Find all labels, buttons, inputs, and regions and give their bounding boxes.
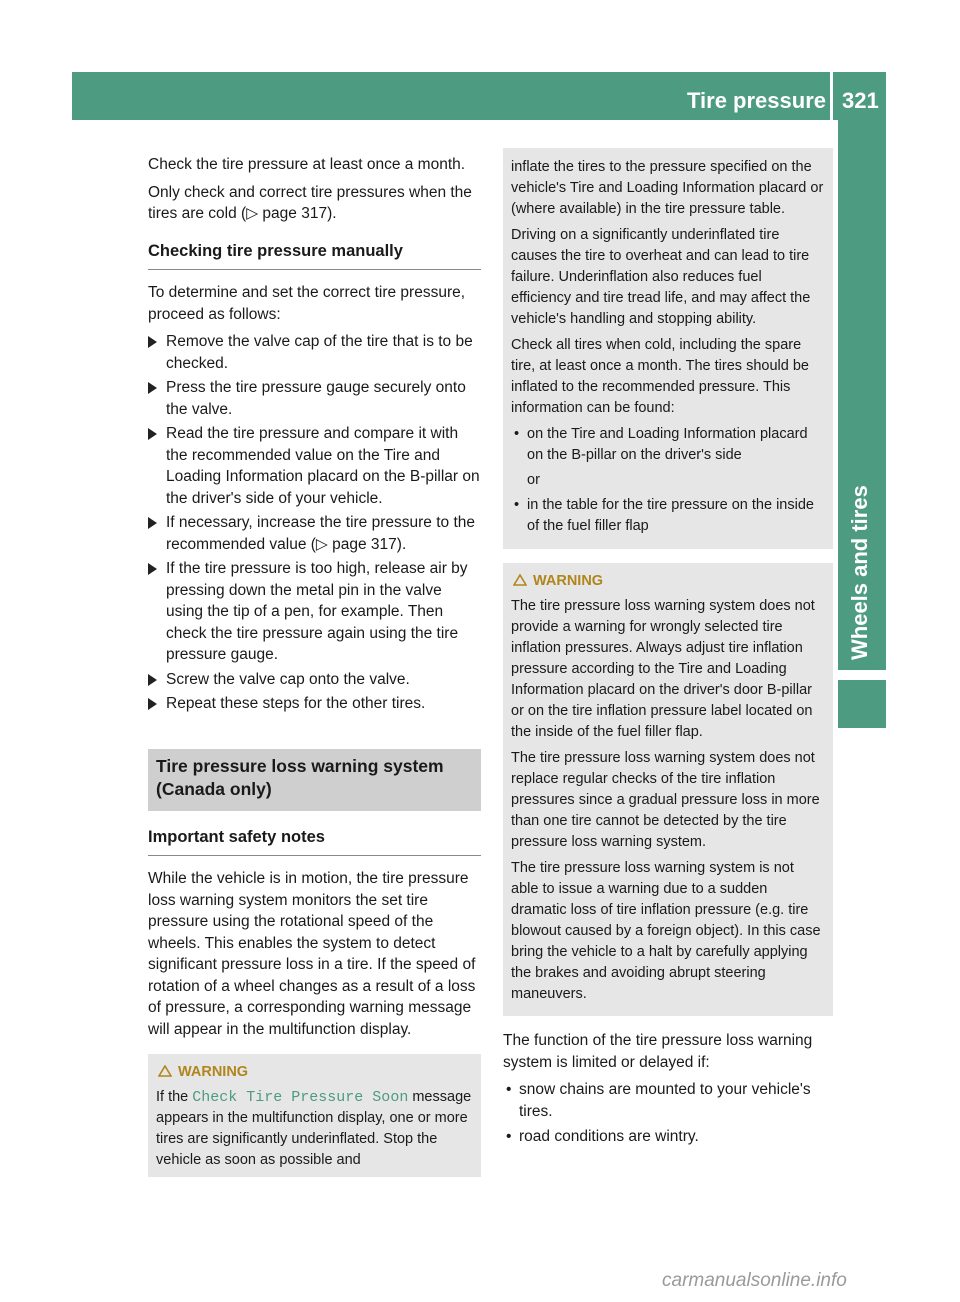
warning2-text-2: The tire pressure loss warning system does not replace regular checks of the tire inflation pressures since a gradual pressure loss in more than one tire cannot be detected by the tire pressure loss warning system. xyxy=(511,750,820,850)
section-heading-safety: Important safety notes xyxy=(148,827,481,857)
continued-text-2: Driving on a significantly underinflated tire causes the tire to overheat and can lead to tire failure. Underinflation also reduces fuel efficiency and tire tread life, and may affect the vehicle's handling and stopping ability. xyxy=(511,227,811,327)
step-text: Read the tire pressure and compare it with the recommended value on the Tire and Loading Information placard on the B-pillar on the driver's side of your vehicle. xyxy=(166,425,480,507)
warning-box xyxy=(148,1054,481,1177)
page-title: Tire pressure xyxy=(686,88,826,113)
step-item xyxy=(148,423,481,509)
list-item xyxy=(503,1079,833,1122)
list-item-text: snow chains are mounted to your vehicle's tires. xyxy=(519,1081,811,1120)
intro-text-2: Only check and correct tire pressures when the tires are cold (▷ page 317). xyxy=(148,183,472,222)
list-item xyxy=(503,1126,833,1148)
step-arrow-icon xyxy=(148,428,157,440)
bullet-icon: • xyxy=(506,1128,512,1145)
step-text: Screw the valve cap onto the valve. xyxy=(166,670,410,688)
list-item-text: on the Tire and Loading Information placard on the B-pillar on the driver's side xyxy=(527,426,808,463)
system-heading: Tire pressure loss warning system (Canada only) xyxy=(148,749,481,811)
or-text: or xyxy=(527,472,540,488)
step-text: If the tire pressure is too high, release air by pressing down the metal pin in the valve using the tip of a pen, for example. Then check the tire pressure again using the tire pressure gauge. xyxy=(166,560,468,663)
warning-title-text: WARNING xyxy=(178,1064,249,1080)
bullet-icon: • xyxy=(506,1081,512,1098)
bullet-icon: • xyxy=(514,426,520,442)
chapter-tab-label: Wheels and tires xyxy=(847,485,872,660)
step-text: If necessary, increase the tire pressure to the recommended value (▷ page 317). xyxy=(166,514,476,553)
left-column xyxy=(148,154,481,1177)
page-number: 321 xyxy=(842,88,879,113)
step-arrow-icon xyxy=(148,336,157,348)
section-heading-manual: Checking tire pressure manually xyxy=(148,241,481,271)
warning-box-2 xyxy=(503,563,833,1016)
right-column xyxy=(503,148,833,1152)
step-text: Repeat these steps for the other tires. xyxy=(166,695,426,712)
list-item-text: road conditions are wintry. xyxy=(519,1128,699,1145)
limited-intro: The function of the tire pressure loss warning system is limited or delayed if: xyxy=(503,1032,813,1071)
safety-text: While the vehicle is in motion, the tire pressure loss warning system monitors the set tire pressure using the rotational speed of the wheels. This enables the system to detect significant pressure loss in a tire. If the speed of rotation of a wheel changes as a result of a loss of pressure, a corresponding warning message will appear in the multifunction display. xyxy=(148,870,476,1038)
step-arrow-icon xyxy=(148,698,157,710)
step-item xyxy=(148,512,481,555)
warning-title xyxy=(156,1062,473,1083)
step-item xyxy=(148,558,481,666)
step-arrow-icon xyxy=(148,674,157,686)
step-arrow-icon xyxy=(148,563,157,575)
step-item xyxy=(148,377,481,420)
bullet-icon: • xyxy=(514,497,520,513)
warning-triangle-icon xyxy=(513,574,527,586)
list-item-text: in the table for the tire pressure on the inside of the fuel filler flap xyxy=(527,497,814,534)
step-text: Press the tire pressure gauge securely onto the valve. xyxy=(166,379,466,418)
warning-text xyxy=(156,1087,473,1171)
display-message-code: Check Tire Pressure Soon xyxy=(192,1089,409,1106)
warning-title xyxy=(511,571,825,592)
step-text: Remove the valve cap of the tire that is to be checked. xyxy=(166,333,473,372)
step-arrow-icon xyxy=(148,517,157,529)
warning-triangle-icon xyxy=(158,1065,172,1077)
warning-text-pre: If the xyxy=(156,1089,193,1105)
warning-title-text: WARNING xyxy=(533,573,604,589)
continued-text-1: inflate the tires to the pressure specified on the vehicle's Tire and Loading Information placard or (where available) in the tire pressure table. xyxy=(511,159,824,217)
chapter-tab-marker xyxy=(838,680,886,728)
step-item xyxy=(148,331,481,374)
warning2-text-3: The tire pressure loss warning system is not able to issue a warning due to a sudden dramatic loss of tire inflation pressure (e.g. tire blowout caused by a foreign object). In this case bring the vehicle to a halt by carefully applying the brakes and avoiding abrupt steering maneuvers. xyxy=(511,860,821,1002)
continued-text-3: Check all tires when cold, including the spare tire, at least once a month. The tires should be inflated to the recommended pressure. This information can be found: xyxy=(511,337,809,416)
step-arrow-icon xyxy=(148,382,157,394)
list-item xyxy=(511,495,825,537)
warning-text-post: message appears in the multifunction display, one or more tires are significantly underinflated. Stop the vehicle as soon as possible and xyxy=(156,1089,472,1168)
watermark: carmanualsonline.info xyxy=(662,1270,847,1291)
intro-text-1: Check the tire pressure at least once a month. xyxy=(148,156,466,173)
warning-box-continued xyxy=(503,148,833,549)
step-item xyxy=(148,693,481,715)
manual-intro: To determine and set the correct tire pressure, proceed as follows: xyxy=(148,284,466,323)
list-item xyxy=(511,424,825,466)
header-divider xyxy=(830,72,833,120)
step-item xyxy=(148,669,481,691)
warning2-text-1: The tire pressure loss warning system does not provide a warning for wrongly selected tire inflation pressures. Always adjust tire inflation pressure according to the Tire and Loading Information placard on the driver's door B-pillar or on the tire inflation pressure label located on the inside of the fuel filler flap. xyxy=(511,598,815,740)
